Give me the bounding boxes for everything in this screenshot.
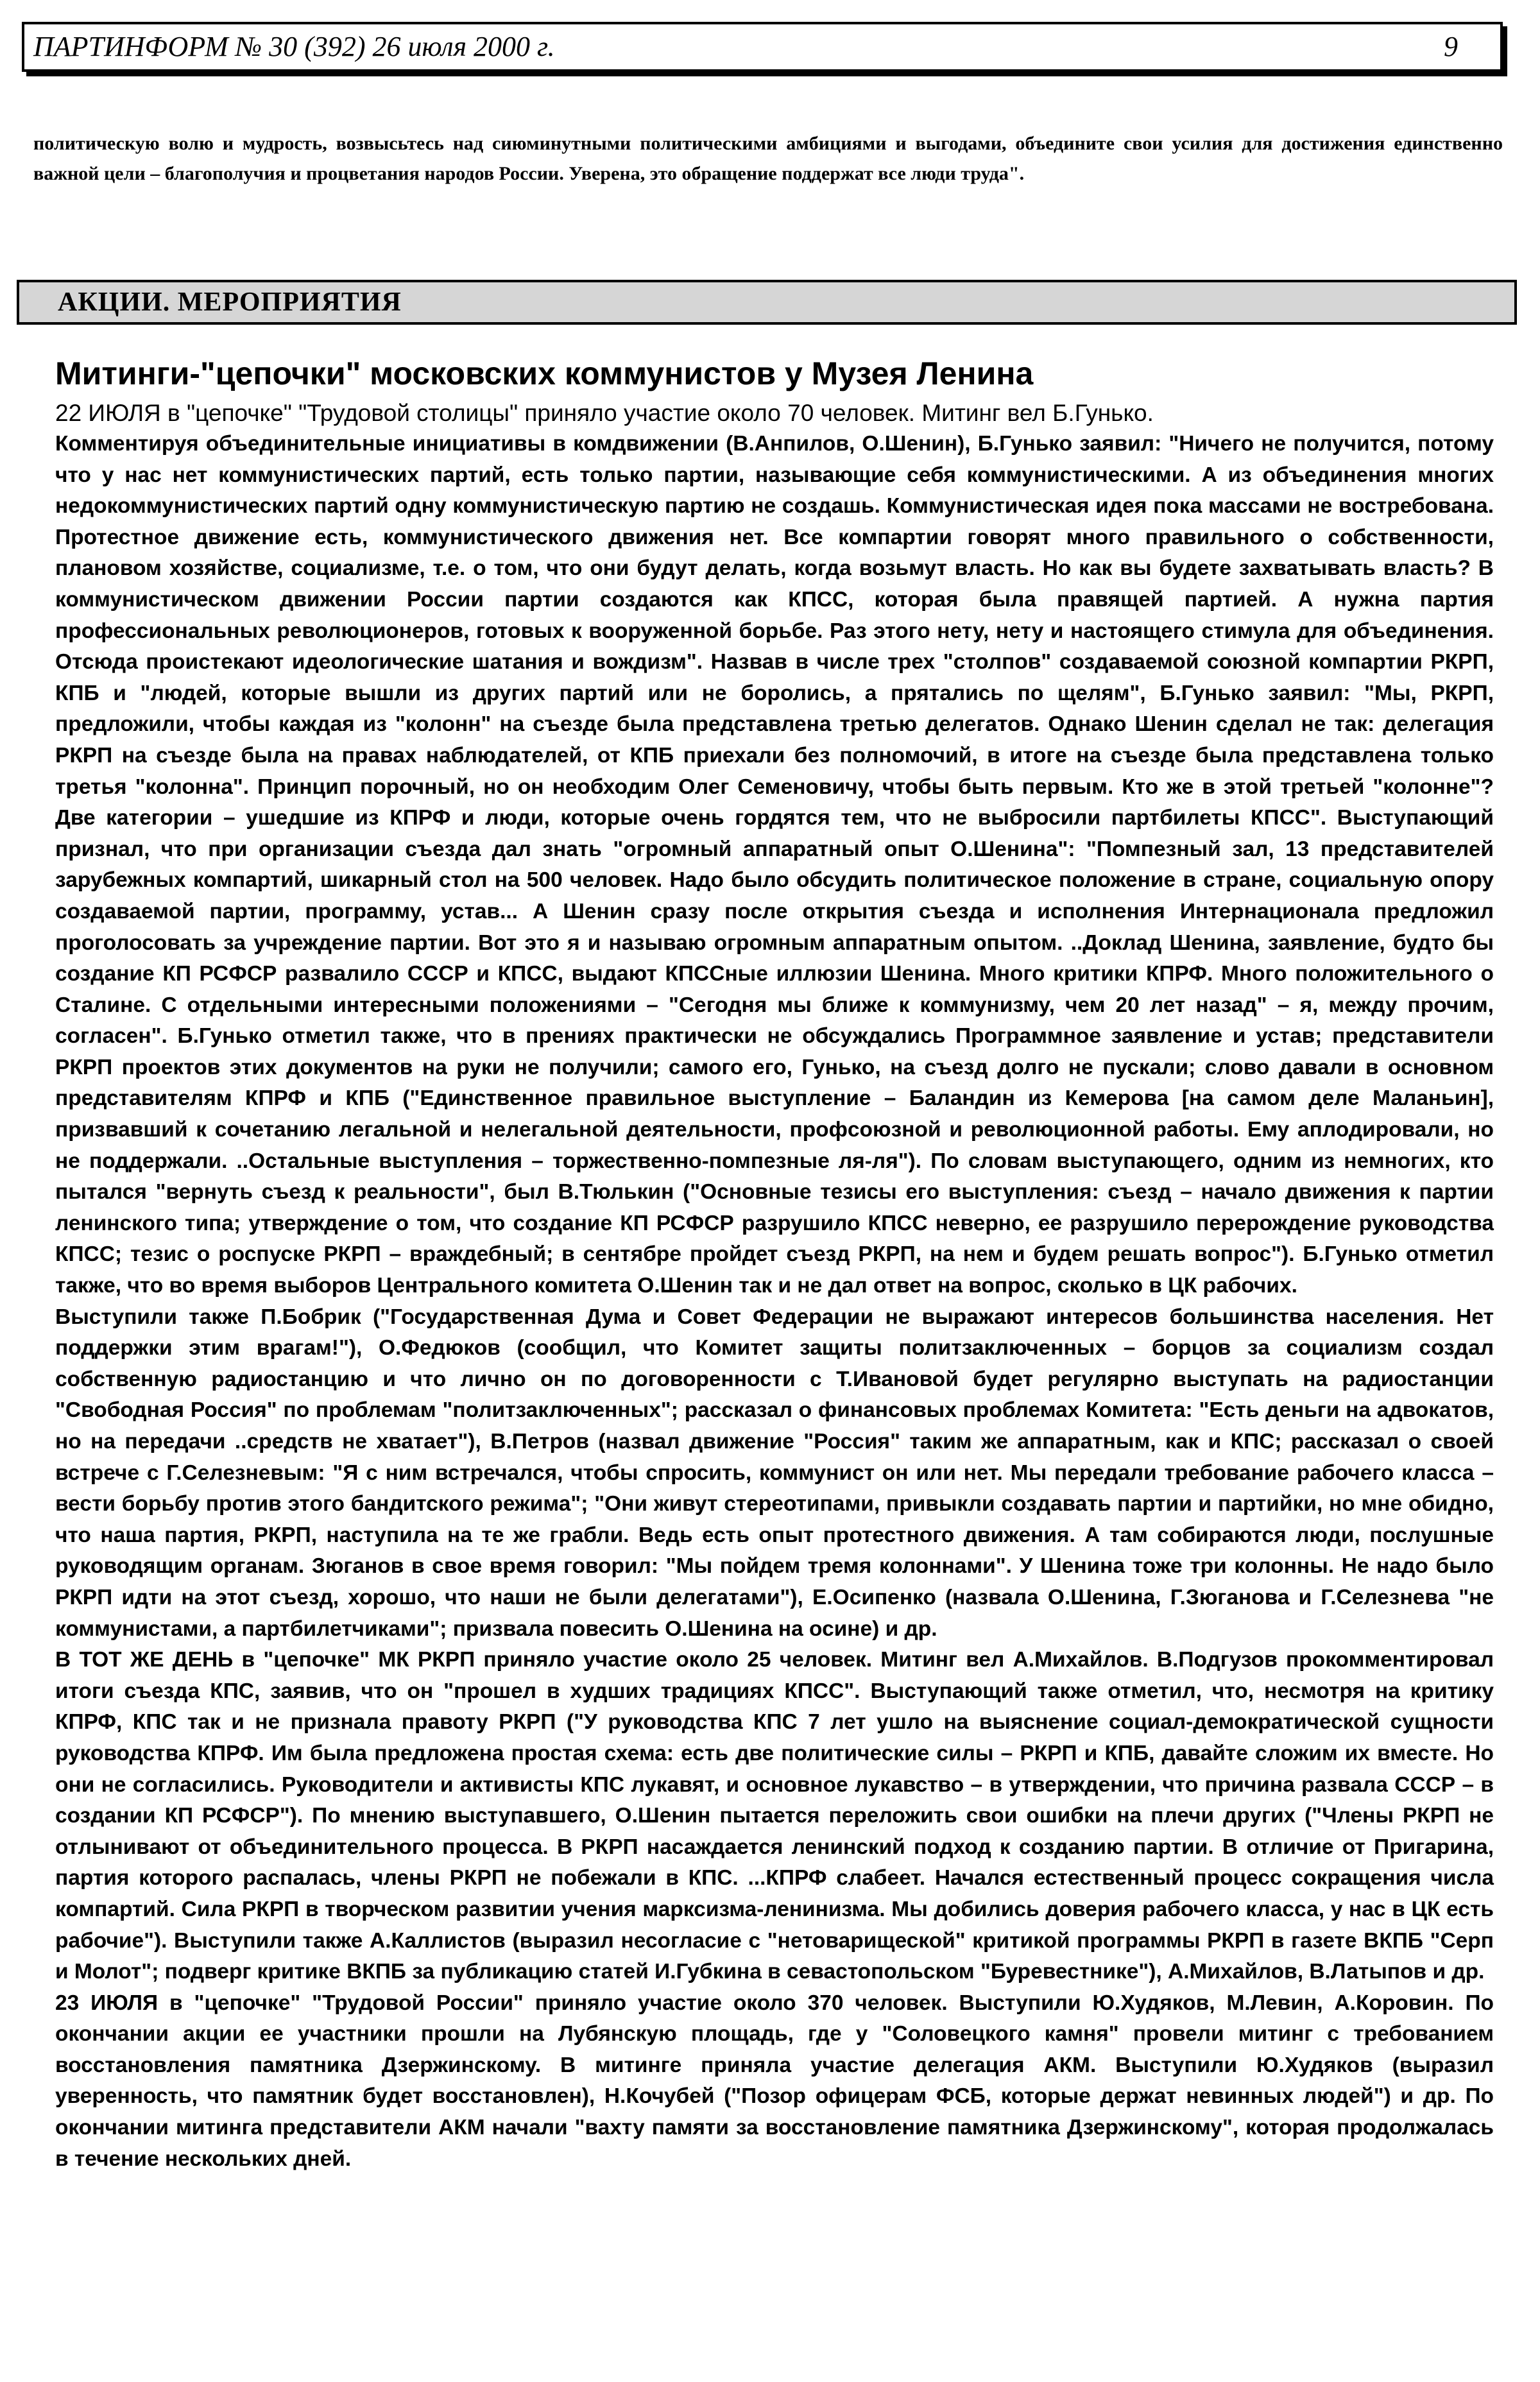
section-heading: АКЦИИ. МЕРОПРИЯТИЯ (58, 287, 402, 317)
article-lead: 22 ИЮЛЯ в "цепочке" "Трудовой столицы" приняло участие около 70 человек. Митинг вел Б.Гунько. (55, 400, 1154, 426)
intro-continuation-text: политическую волю и мудрость, возвысьтесь над сиюминутными политическими амбициями и выгодами, объедините свои усилия для достижения единственно важной цели – благополучия и процветания народов России. Уверена, это обращение поддержат все люди труда". (33, 133, 1503, 184)
running-header (22, 22, 1503, 72)
issue-title: ПАРТИНФОРМ № 30 (392) 26 июля 2000 г. (33, 31, 555, 62)
section-heading-bar (17, 280, 1517, 325)
article-paragraph: В ТОТ ЖЕ ДЕНЬ в "цепочке" МК РКРП приняло участие около 25 человек. Митинг вел А.Михайлов. В.Подгузов прокомментировал итоги съезда КПС, заявив, что он "прошел в худших традициях КПСС". Выступающий также отметил, что, несмотря на критику КПРФ, КПС так и не признала правоту РКРП ("У руководства КПС 7 лет ушло на выяснение социал-демократической сущности руководства КПРФ. Им была предложена простая схема: есть две политические силы – РКРП и КПБ, давайте сложим их вместе. Но они не согласились. Руководители и активисты КПС лукавят, и основное лукавство – в утверждении, что причина развала СССР – в создании КП РСФСР"). По мнению выступавшего, О.Шенин пытается переложить свои ошибки на плечи других ("Члены РКРП не отлынивают от объединительного процесса. В РКРП насаждается ленинский подход к созданию партии. В отличие от Пригарина, партия которого распалась, члены РКРП не побежали в КПС. ...КПРФ слабеет. Начался естественный процесс сокращения числа компартий. Сила РКРП в творческом развитии учения марксизма-ленинизма. Мы добились доверия рабочего класса, у нас в ЦК есть рабочие"). Выступили также А.Каллистов (выразил несогласие с "нетоварищеской" критикой программы РКРП в газете ВКПБ "Серп и Молот"; подверг критике ВКПБ за публикацию статей И.Губкина в севастопольском "Буревестнике"), А.Михайлов, В.Латыпов и др. (55, 1648, 1494, 1984)
article-paragraph: Комментируя объединительные инициативы в комдвижении (В.Анпилов, О.Шенин), Б.Гунько заявил: "Ничего не получится, потому что у нас нет коммунистических партий, есть только партии, называющие себя коммунистическими. А из объединения многих недокоммунистических партий одну коммунистическую партию не создашь. Коммунистическая идея пока массами не востребована. Протестное движение есть, коммунистического движения нет. Все компартии говорят много правильного о собственности, плановом хозяйстве, социализме, т.е. о том, что они будут делать, когда возьмут власть. Но как вы будете захватывать власть? В коммунистическом движении России партии создаются как КПСС, которая была правящей партией. А нужна партия профессиональных революционеров, готовых к вооруженной борьбе. Раз этого нету, нету и настоящего стимула для объединения. Отсюда проистекают идеологические шатания и вождизм". Назвав в числе трех "столпов" создаваемой союзной компартии РКРП, КПБ и "людей, которые вышли из других партий или не боролись, а прятались по щелям", Б.Гунько заявил: "Мы, РКРП, предложили, чтобы каждая из "колонн" на съезде была представлена третью делегатов. Однако Шенин сделал не так: делегация РКРП на съезде была на правах наблюдателей, от КПБ приехали без полномочий, в итоге на съезде была представлена только третья "колонна". Принцип порочный, но он необходим Олег Семеновичу, чтобы быть первым. Кто же в этой третьей "колонне"? Две категории – ушедшие из КПРФ и люди, которые очень гордятся тем, что не выбросили партбилеты КПСС". Выступающий признал, что при организации съезда дал знать "огромный аппаратный опыт О.Шенина": "Помпезный зал, 13 представителей зарубежных компартий, шикарный стол на 500 человек. Надо было обсудить политическое положение в стране, социальную опору создаваемой партии, программу, устав... А Шенин сразу после открытия съезда и исполнения Интернационала предложил проголосовать за учреждение партии. Вот это я и называю огромным аппаратным опытом. ..Доклад Шенина, заявление, будто бы создание КП РСФСР развалило СССР и КПСС, выдают КПССные иллюзии Шенина. Много критики КПРФ. Много положительного о Сталине. С отдельными интересными положениями – "Сегодня мы ближе к коммунизму, чем 20 лет назад" – я, между прочим, согласен". Б.Гунько отметил также, что в прениях практически не обсуждались Программное заявление и устав; представители РКРП проектов этих документов на руки не получили; самого его, Гунько, на съезд долго не пускали; слово давали в основном представителям КПРФ и КПБ ("Единственное правильное выступление – Баландин из Кемерова [на самом деле Маланьин], призвавший к сочетанию легальной и нелегальной деятельности, профсоюзной и революционной работы. Ему аплодировали, но не поддержали. ..Остальные выступления – торжественно-помпезные ля-ля"). По словам выступающего, одним из немногих, кто пытался "вернуть съезд к реальности", был В.Тюлькин ("Основные тезисы его выступления: съезд – начало движения к партии ленинского типа; утверждение о том, что создание КП РСФСР разрушило КПСС неверно, ее разрушило перерождение руководства КПСС; тезис о роспуске РКРП – враждебный; в сентябре пройдет съезд РКРП, на нем и будем решать вопрос"). Б.Гунько отметил также, что во время выборов Центрального комитета О.Шенин так и не дал ответ на вопрос, сколько в ЦК рабочих. (55, 432, 1494, 1298)
article-paragraph: Выступили также П.Бобрик ("Государственная Дума и Совет Федерации не выражают интересов большинства населения. Нет поддержки этим врагам!"), О.Федюков (сообщил, что Комитет защиты политзаключенных – борцов за социализм создал собственную радиостанцию и что лично он по договоренности с Т.Ивановой будет регулярно выступать на радиостанции "Свободная Россия" по проблемам "политзаключенных"; рассказал о финансовых проблемах Комитета: "Есть деньги на адвокатов, но на передачи ..средств не хватает"), В.Петров (назвал движение "Россия" таким же аппаратным, как и КПС; рассказал о своей встрече с Г.Селезневым: "Я с ним встречался, чтобы спросить, коммунист он или нет. Мы передали требование рабочего класса – вести борьбу против этого бандитского режима"; "Они живут стереотипами, привыкли создавать партии и партийки, но мне обидно, что наша партия, РКРП, наступила на те же грабли. Ведь есть опыт протестного движения. А там собираются люди, послушные руководящим органам. Зюганов в свое время говорил: "Мы пойдем тремя колоннами". У Шенина тоже три колонны. Не надо было РКРП идти на этот съезд, хорошо, что наши не были делегатами"), Е.Осипенко (назвала О.Шенина, Г.Зюганова и Г.Селезнева "не коммунистами, а партбилетчиками"; призвала повесить О.Шенина на осине) и др. (55, 1305, 1494, 1641)
page-number: 9 (1444, 31, 1458, 62)
article-title: Митинги-"цепочки" московских коммунистов у Музея Ленина (55, 356, 1034, 391)
article-paragraph: 23 ИЮЛЯ в "цепочке" "Трудовой России" приняло участие около 370 человек. Выступили Ю.Худяков, М.Левин, А.Коровин. По окончании акции ее участники прошли на Лубянскую площадь, где у "Соловецкого камня" провели митинг с требованием восстановления памятника Дзержинскому. В митинге приняла участие делегация АКМ. Выступили Ю.Худяков (выразил уверенность, что памятник будет восстановлен), Н.Кочубей ("Позор офицерам ФСБ, которые держат невинных людей") и др. По окончании митинга представители АКМ начали "вахту памяти за восстановление памятника Дзержинскому", которая продолжалась в течение нескольких дней. (55, 1991, 1494, 2171)
article (55, 354, 1494, 2175)
